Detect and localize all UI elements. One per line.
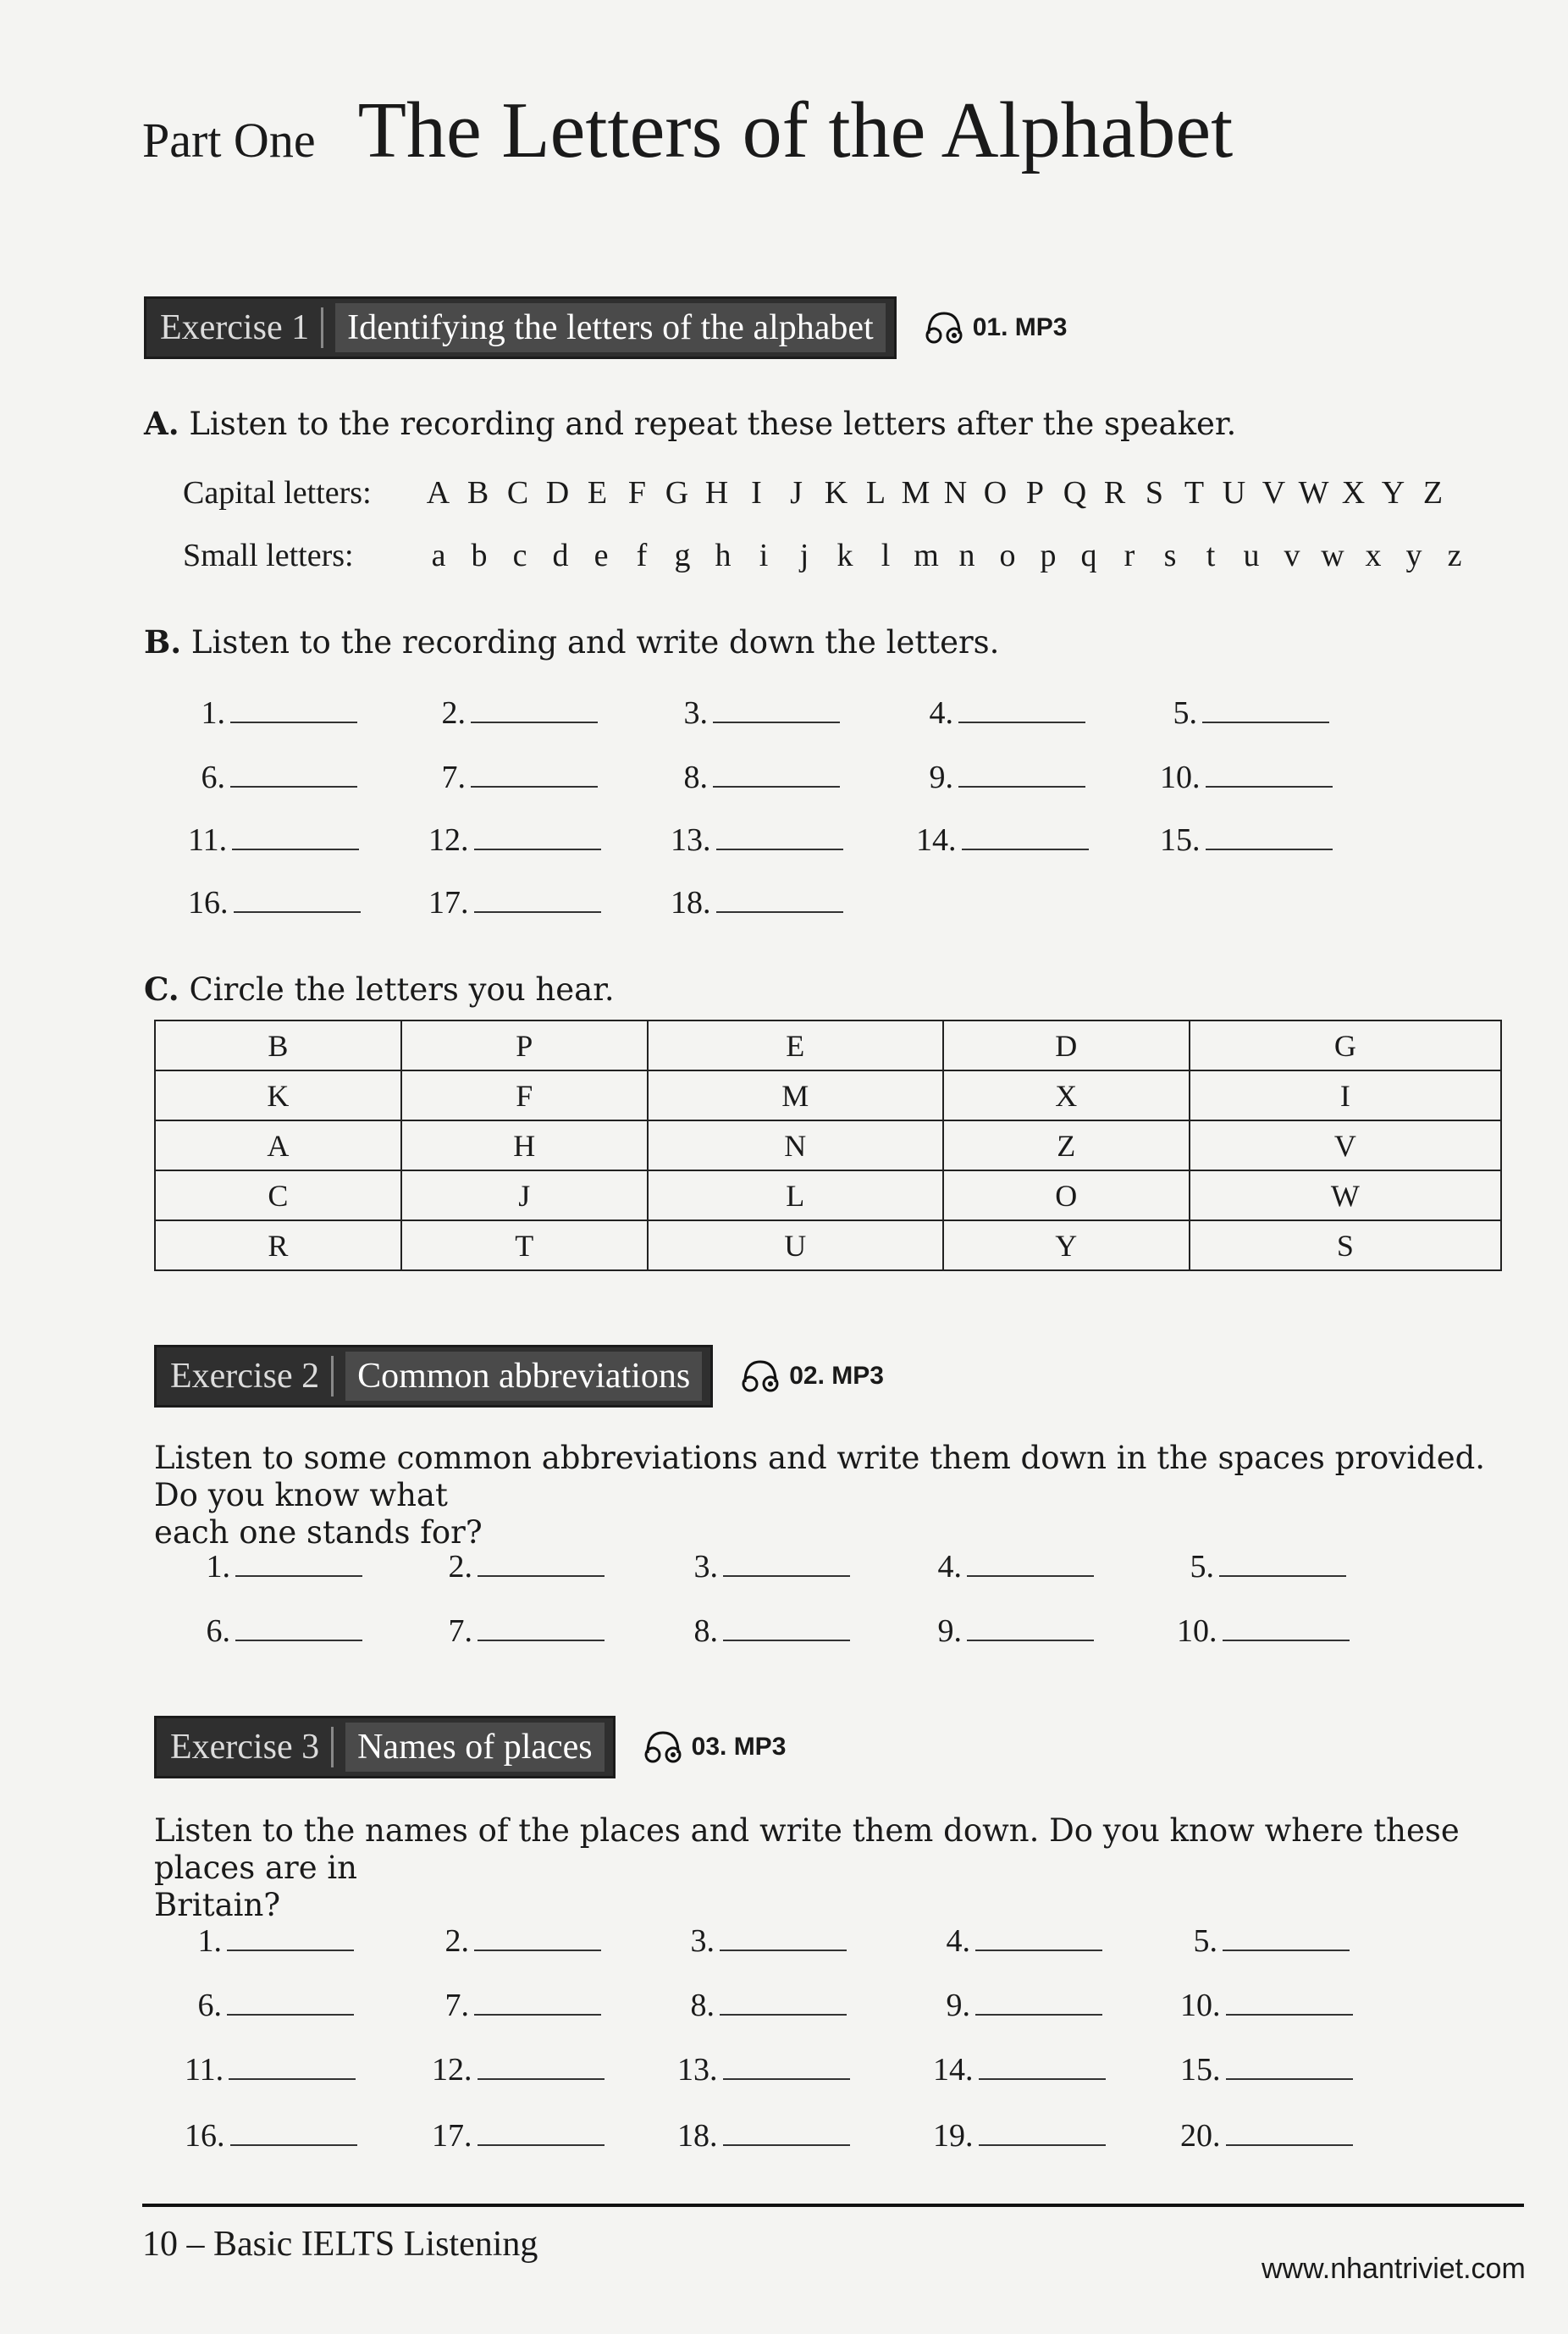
- letter: i: [759, 538, 769, 573]
- headphones-icon: [641, 1728, 685, 1767]
- exercise3-banner: [154, 1716, 616, 1778]
- answer-blank[interactable]: [432, 2117, 605, 2154]
- answer-blank[interactable]: [916, 694, 1085, 732]
- item-number: 10.: [1160, 760, 1201, 795]
- exercise3-number: Exercise 3: [170, 1727, 334, 1767]
- item-number: 9.: [937, 1613, 962, 1649]
- letter: h: [715, 538, 732, 573]
- section-c-letter: C.: [144, 971, 179, 1008]
- letter: Z: [1422, 475, 1444, 511]
- answer-line[interactable]: [979, 2053, 1106, 2080]
- letter: b: [471, 538, 488, 573]
- exercise2-title: Common abbreviations: [345, 1352, 702, 1401]
- answer-blank[interactable]: [681, 1612, 850, 1650]
- answer-line[interactable]: [227, 1924, 354, 1951]
- answer-line[interactable]: [716, 886, 843, 913]
- answer-line[interactable]: [1226, 2119, 1353, 2146]
- answer-blank[interactable]: [925, 1548, 1094, 1585]
- letter: o: [999, 538, 1016, 573]
- letter: y: [1405, 538, 1422, 573]
- letter: U: [1222, 475, 1246, 511]
- table-row: [155, 1120, 1501, 1170]
- letter: a: [431, 538, 446, 573]
- exercise1-audio-label: 01. MP3: [972, 313, 1068, 341]
- item-number: 4.: [937, 1549, 962, 1585]
- letter: v: [1284, 538, 1300, 573]
- section-b-instruction: [144, 623, 999, 661]
- item-number: 2.: [448, 1549, 472, 1585]
- item-number: 7.: [444, 1988, 469, 2023]
- answer-line[interactable]: [1202, 696, 1329, 723]
- item-number: 5.: [1190, 1549, 1214, 1585]
- answer-blank[interactable]: [185, 2051, 356, 2088]
- answer-line[interactable]: [474, 1988, 601, 2016]
- table-row: [155, 1220, 1501, 1270]
- section-b-letter: B.: [144, 623, 182, 661]
- letter: n: [958, 538, 975, 573]
- item-number: 13.: [677, 2052, 718, 2088]
- item-number: 7.: [448, 1613, 472, 1649]
- item-number: 11.: [185, 2052, 224, 2088]
- item-number: 8.: [683, 760, 708, 795]
- answer-blank[interactable]: [428, 759, 598, 796]
- answer-blank[interactable]: [193, 1612, 362, 1650]
- table-cell[interactable]: J: [401, 1170, 648, 1220]
- answer-line[interactable]: [723, 1614, 850, 1641]
- answer-line[interactable]: [474, 1924, 601, 1951]
- exercise1-banner: [144, 296, 897, 359]
- letter: G: [665, 475, 689, 511]
- headphones-icon: [922, 308, 966, 347]
- item-number: 10.: [1177, 1613, 1217, 1649]
- exercise3-audio[interactable]: [641, 1728, 787, 1767]
- answer-line[interactable]: [958, 760, 1085, 788]
- exercise1-number: Exercise 1: [160, 307, 323, 348]
- exercise1-audio[interactable]: [922, 308, 1068, 347]
- table-cell[interactable]: R: [155, 1220, 401, 1270]
- exercise1-title: Identifying the letters of the alphabet: [335, 303, 886, 352]
- page-title: The Letters of the Alphabet: [357, 86, 1234, 174]
- answer-line[interactable]: [229, 2053, 356, 2080]
- footer-divider: [142, 2204, 1524, 2207]
- capital-letters: [418, 474, 1453, 512]
- answer-blank[interactable]: [435, 1612, 605, 1650]
- answer-blank[interactable]: [432, 1987, 601, 2024]
- section-c-text: Circle the letters you hear.: [189, 971, 615, 1008]
- letter: W: [1298, 475, 1329, 511]
- footer-website: www.nhantriviet.com: [1262, 2253, 1526, 2285]
- answer-blank[interactable]: [435, 1548, 605, 1585]
- letter: c: [512, 538, 527, 573]
- answer-blank[interactable]: [681, 1548, 850, 1585]
- answer-line[interactable]: [723, 1550, 850, 1577]
- answer-line[interactable]: [474, 823, 601, 850]
- letter: r: [1124, 538, 1135, 573]
- item-number: 1.: [206, 1549, 230, 1585]
- answer-line[interactable]: [720, 1988, 847, 2016]
- answer-line[interactable]: [227, 1988, 354, 2016]
- answer-line[interactable]: [1226, 2053, 1353, 2080]
- answer-line[interactable]: [975, 1924, 1102, 1951]
- exercise3-header: [154, 1716, 786, 1778]
- section-a-instruction: [144, 405, 1236, 443]
- item-number: 15.: [1160, 822, 1201, 858]
- item-number: 18.: [677, 2118, 718, 2154]
- answer-line[interactable]: [723, 2119, 850, 2146]
- answer-blank[interactable]: [916, 759, 1085, 796]
- letter: H: [704, 475, 729, 511]
- letter: M: [901, 475, 930, 511]
- item-number: 14.: [933, 2052, 974, 2088]
- exercise3-instruction-line2: Britain?: [154, 1887, 281, 1923]
- answer-blank[interactable]: [677, 2117, 850, 2154]
- item-number: 12.: [428, 822, 469, 858]
- answer-blank[interactable]: [933, 1987, 1102, 2024]
- answer-blank[interactable]: [432, 2051, 605, 2088]
- table-cell[interactable]: N: [648, 1120, 943, 1170]
- capital-letters-label: Capital letters:: [183, 475, 372, 511]
- answer-blank[interactable]: [185, 2117, 357, 2154]
- letter: f: [636, 538, 648, 573]
- table-cell[interactable]: M: [648, 1070, 943, 1120]
- answer-blank[interactable]: [925, 1612, 1094, 1650]
- item-number: 20.: [1180, 2118, 1221, 2154]
- part-label: Part One: [142, 113, 316, 168]
- answer-line[interactable]: [235, 1550, 362, 1577]
- table-cell[interactable]: E: [648, 1020, 943, 1070]
- capital-letters-row: [183, 474, 1453, 512]
- circle-letters-table: [154, 1020, 1502, 1271]
- answer-blank[interactable]: [1160, 694, 1329, 732]
- table-cell[interactable]: K: [155, 1070, 401, 1120]
- letter: F: [627, 475, 647, 511]
- exercise2-instruction-line1: Listen to some common abbreviations and write them down in the spaces provided. Do you know what: [154, 1440, 1486, 1513]
- letter: g: [674, 538, 691, 573]
- answer-line[interactable]: [967, 1614, 1094, 1641]
- letter: l: [881, 538, 891, 573]
- letter: Y: [1381, 475, 1405, 511]
- item-number: 14.: [916, 822, 957, 858]
- item-number: 13.: [671, 822, 711, 858]
- exercise3-instruction: [154, 1812, 1526, 1924]
- answer-line[interactable]: [1206, 760, 1333, 788]
- letter: A: [426, 475, 450, 511]
- answer-line[interactable]: [235, 1614, 362, 1641]
- item-number: 8.: [690, 1988, 715, 2023]
- answer-blank[interactable]: [1177, 1548, 1346, 1585]
- answer-blank[interactable]: [428, 884, 601, 921]
- table-cell[interactable]: Z: [943, 1120, 1190, 1170]
- answer-line[interactable]: [478, 2119, 605, 2146]
- answer-blank[interactable]: [1160, 821, 1333, 859]
- item-number: 16.: [185, 2118, 225, 2154]
- exercise2-instruction: [154, 1440, 1526, 1551]
- answer-blank[interactable]: [428, 821, 601, 859]
- item-number: 10.: [1180, 1988, 1221, 2023]
- exercise2-header: [154, 1345, 884, 1408]
- answer-blank[interactable]: [1177, 1612, 1350, 1650]
- letter: w: [1321, 538, 1344, 573]
- answer-blank[interactable]: [193, 1548, 362, 1585]
- letter: J: [790, 475, 803, 511]
- answer-blank[interactable]: [428, 694, 598, 732]
- table-cell[interactable]: C: [155, 1170, 401, 1220]
- answer-line[interactable]: [478, 2053, 605, 2080]
- table-cell[interactable]: P: [401, 1020, 648, 1070]
- answer-line[interactable]: [1223, 1924, 1350, 1951]
- item-number: 6.: [197, 1988, 222, 2023]
- item-number: 6.: [206, 1613, 230, 1649]
- item-number: 1.: [201, 695, 225, 731]
- table-cell[interactable]: X: [943, 1070, 1190, 1120]
- letter: u: [1243, 538, 1260, 573]
- letter: T: [1184, 475, 1205, 511]
- answer-blank[interactable]: [677, 1987, 847, 2024]
- answer-blank[interactable]: [185, 1922, 354, 1960]
- item-number: 5.: [1193, 1923, 1217, 1959]
- answer-blank[interactable]: [671, 759, 840, 796]
- table-row: [155, 1170, 1501, 1220]
- letter: d: [552, 538, 569, 573]
- item-number: 4.: [929, 695, 953, 731]
- table-cell[interactable]: I: [1190, 1070, 1501, 1120]
- letter: K: [824, 475, 848, 511]
- answer-line[interactable]: [962, 823, 1089, 850]
- table-cell[interactable]: V: [1190, 1120, 1501, 1170]
- letter: e: [594, 538, 609, 573]
- exercise2-number: Exercise 2: [170, 1356, 334, 1397]
- answer-blank[interactable]: [188, 694, 357, 732]
- answer-blank[interactable]: [933, 2051, 1106, 2088]
- answer-line[interactable]: [1223, 1614, 1350, 1641]
- item-number: 12.: [432, 2052, 472, 2088]
- answer-line[interactable]: [230, 2119, 357, 2146]
- answer-line[interactable]: [478, 1614, 605, 1641]
- answer-blank[interactable]: [933, 1922, 1102, 1960]
- answer-line[interactable]: [471, 760, 598, 788]
- letter: I: [751, 475, 762, 511]
- answer-blank[interactable]: [1180, 2117, 1353, 2154]
- answer-blank[interactable]: [1160, 759, 1333, 796]
- answer-blank[interactable]: [671, 694, 840, 732]
- letter: p: [1040, 538, 1057, 573]
- item-number: 7.: [441, 760, 466, 795]
- answer-line[interactable]: [975, 1988, 1102, 2016]
- answer-blank[interactable]: [188, 821, 359, 859]
- small-letters-label: Small letters:: [183, 538, 354, 573]
- answer-line[interactable]: [230, 696, 357, 723]
- answer-blank[interactable]: [188, 884, 361, 921]
- letter: x: [1365, 538, 1382, 573]
- answer-blank[interactable]: [671, 884, 843, 921]
- answer-line[interactable]: [713, 760, 840, 788]
- letter: P: [1025, 475, 1045, 511]
- answer-blank[interactable]: [916, 821, 1089, 859]
- answer-line[interactable]: [471, 696, 598, 723]
- table-cell[interactable]: G: [1190, 1020, 1501, 1070]
- exercise2-audio[interactable]: [738, 1357, 884, 1396]
- exercise2-audio-label: 02. MP3: [789, 1362, 884, 1390]
- table-cell[interactable]: T: [401, 1220, 648, 1270]
- letter: s: [1163, 538, 1177, 573]
- exercise3-title: Names of places: [345, 1723, 605, 1772]
- item-number: 17.: [432, 2118, 472, 2154]
- item-number: 5.: [1173, 695, 1197, 731]
- part-header: [142, 85, 1233, 176]
- answer-line[interactable]: [713, 696, 840, 723]
- answer-line[interactable]: [230, 760, 357, 788]
- letter: X: [1341, 475, 1366, 511]
- answer-blank[interactable]: [671, 821, 843, 859]
- table-row: [155, 1070, 1501, 1120]
- section-a-text: Listen to the recording and repeat these letters after the speaker.: [189, 406, 1237, 442]
- letter: q: [1080, 538, 1097, 573]
- footer-page-label: 10 – Basic IELTS Listening: [142, 2225, 538, 2264]
- answer-line[interactable]: [1206, 823, 1333, 850]
- answer-blank[interactable]: [933, 2117, 1106, 2154]
- answer-line[interactable]: [979, 2119, 1106, 2146]
- table-cell[interactable]: W: [1190, 1170, 1501, 1220]
- table-cell[interactable]: O: [943, 1170, 1190, 1220]
- table-cell[interactable]: B: [155, 1020, 401, 1070]
- answer-line[interactable]: [474, 886, 601, 913]
- answer-line[interactable]: [232, 823, 359, 850]
- letter: R: [1103, 475, 1126, 511]
- answer-blank[interactable]: [1180, 1987, 1353, 2024]
- exercise3-audio-label: 03. MP3: [691, 1733, 787, 1761]
- section-b-text: Listen to the recording and write down the letters.: [190, 624, 1000, 661]
- item-number: 3.: [690, 1923, 715, 1959]
- table-cell[interactable]: Y: [943, 1220, 1190, 1270]
- answer-line[interactable]: [958, 696, 1085, 723]
- table-cell[interactable]: F: [401, 1070, 648, 1120]
- letter: V: [1262, 475, 1286, 511]
- item-number: 2.: [444, 1923, 469, 1959]
- letter: C: [506, 475, 529, 511]
- item-number: 8.: [693, 1613, 718, 1649]
- table-cell[interactable]: L: [648, 1170, 943, 1220]
- answer-blank[interactable]: [677, 2051, 850, 2088]
- item-number: 11.: [188, 822, 228, 858]
- section-a-letter: A.: [144, 405, 179, 442]
- item-number: 19.: [933, 2118, 974, 2154]
- answer-line[interactable]: [1226, 1988, 1353, 2016]
- answer-blank[interactable]: [1180, 1922, 1350, 1960]
- item-number: 9.: [929, 760, 953, 795]
- table-cell[interactable]: H: [401, 1120, 648, 1170]
- letter: D: [545, 475, 570, 511]
- item-number: 15.: [1180, 2052, 1221, 2088]
- answer-blank[interactable]: [432, 1922, 601, 1960]
- item-number: 1.: [197, 1923, 222, 1959]
- answer-blank[interactable]: [677, 1922, 847, 1960]
- table-cell[interactable]: U: [648, 1220, 943, 1270]
- table-cell[interactable]: A: [155, 1120, 401, 1170]
- letter: L: [865, 475, 886, 511]
- answer-line[interactable]: [967, 1550, 1094, 1577]
- item-number: 2.: [441, 695, 466, 731]
- letter: N: [943, 475, 968, 511]
- exercise2-instruction-line2: each one stands for?: [154, 1514, 483, 1551]
- table-row: [155, 1020, 1501, 1070]
- answer-line[interactable]: [716, 823, 843, 850]
- item-number: 16.: [188, 885, 229, 921]
- letter: k: [836, 538, 853, 573]
- small-letters: [418, 537, 1475, 574]
- item-number: 4.: [946, 1923, 970, 1959]
- letter: E: [587, 475, 608, 511]
- letter: Q: [1063, 475, 1087, 511]
- answer-line[interactable]: [234, 886, 361, 913]
- answer-line[interactable]: [723, 2053, 850, 2080]
- answer-line[interactable]: [478, 1550, 605, 1577]
- letter: m: [914, 538, 939, 573]
- exercise3-instruction-line1: Listen to the names of the places and write them down. Do you know where these places are in: [154, 1812, 1460, 1886]
- letter: t: [1206, 538, 1216, 573]
- item-number: 18.: [671, 885, 711, 921]
- headphones-icon: [738, 1357, 782, 1396]
- table-cell[interactable]: S: [1190, 1220, 1501, 1270]
- letter: z: [1447, 538, 1462, 573]
- answer-blank[interactable]: [188, 759, 357, 796]
- item-number: 3.: [683, 695, 708, 731]
- exercise2-banner: [154, 1345, 713, 1408]
- letter: B: [467, 475, 489, 511]
- exercise1-header: [144, 296, 1067, 359]
- item-number: 9.: [946, 1988, 970, 2023]
- answer-line[interactable]: [1219, 1550, 1346, 1577]
- small-letters-row: [183, 537, 1475, 574]
- letter: O: [983, 475, 1008, 511]
- item-number: 17.: [428, 885, 469, 921]
- answer-blank[interactable]: [1180, 2051, 1353, 2088]
- answer-line[interactable]: [720, 1924, 847, 1951]
- letter: S: [1145, 475, 1164, 511]
- section-c-instruction: [144, 971, 615, 1009]
- letter: j: [799, 538, 809, 573]
- answer-blank[interactable]: [185, 1987, 354, 2024]
- item-number: 3.: [693, 1549, 718, 1585]
- table-cell[interactable]: D: [943, 1020, 1190, 1070]
- item-number: 6.: [201, 760, 225, 795]
